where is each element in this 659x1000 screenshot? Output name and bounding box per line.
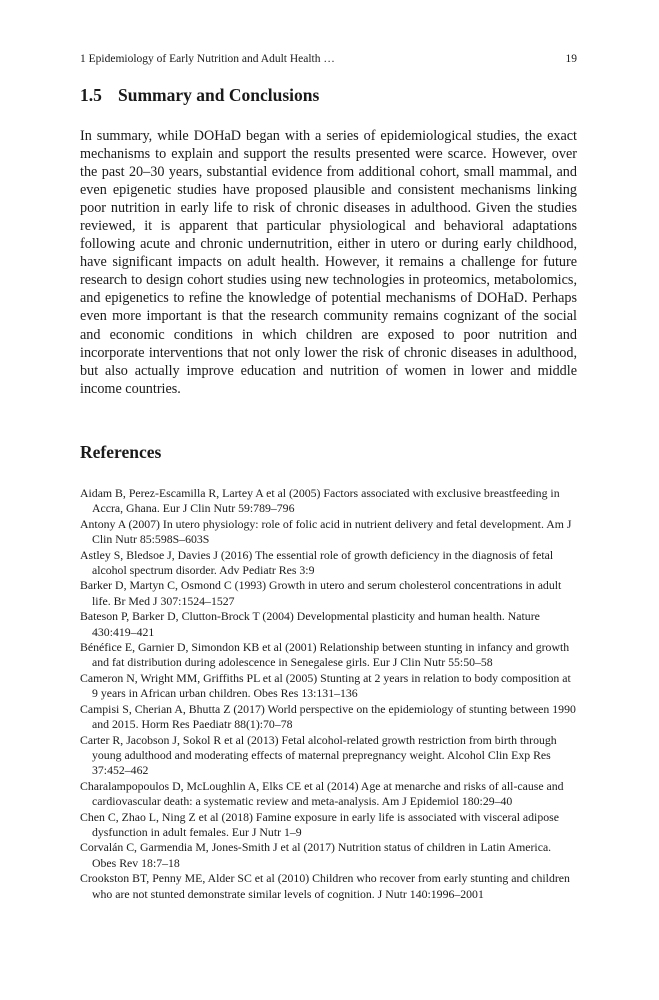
reference-item: Cameron N, Wright MM, Griffiths PL et al (2005) Stunting at 2 years in relation to body composition at 9 years in African urban children. Obes Res 13:131–136 bbox=[80, 670, 571, 701]
section-title: Summary and Conclusions bbox=[118, 85, 320, 105]
page-number: 19 bbox=[565, 53, 577, 65]
reference-item: Crookston BT, Penny ME, Alder SC et al (2010) Children who recover from early stunting and children who are not stunted demonstrate similar levels of cognition. J Nutr 140:1996–2001 bbox=[80, 871, 570, 901]
reference-item: Bateson P, Barker D, Clutton-Brock T (2004) Developmental plasticity and human health. Nature 430:419–421 bbox=[80, 609, 540, 639]
reference-list bbox=[80, 486, 577, 902]
reference-item: Aidam B, Perez-Escamilla R, Lartey A et al (2005) Factors associated with exclusive breastfeeding in Accra, Ghana. Eur J Clin Nutr 59:789–796 bbox=[80, 486, 560, 516]
summary-paragraph: In summary, while DOHaD began with a series of epidemiological studies, the exact mechanisms to explain and support the results presented were scarce. However, over the past 20–30 years, substantial evidence from additional cohort, small mammal, and even epigenetic studies have proposed plausible and consistent mechanisms linking poor nutrition in early life to risk of chronic diseases in adulthood. Given the studies reviewed, it is apparent that particular physiological and behavioral adaptations following acute and chronic undernutrition, either in utero or during early childhood, have significant impacts on adult health. However, it remains a challenge for future research to design cohort studies using new technologies in proteomics, metabolomics, and epigenetics to refine the knowledge of potential mechanisms of DOHaD. Perhaps even more important is that the research community remains cognizant of the social and economic conditions in which children are exposed to poor nutrition and incorporate interventions that not only lower the risk of chronic diseases in adulthood, but also actually improve education and nutrition of women in lower and middle income countries. bbox=[80, 128, 577, 397]
reference-item: Chen C, Zhao L, Ning Z et al (2018) Famine exposure in early life is associated with visceral adipose dysfunction in adult females. Eur J Nutr 1–9 bbox=[80, 809, 559, 839]
reference-item: Corvalán C, Garmendia M, Jones-Smith J et al (2017) Nutrition status of children in Latin America. Obes Rev 18:7–18 bbox=[80, 840, 552, 870]
reference-item: Campisi S, Cherian A, Bhutta Z (2017) World perspective on the epidemiology of stunting between 1990 and 2015. Horm Res Paediatr 88(1):70–78 bbox=[80, 701, 576, 732]
section-heading bbox=[80, 84, 319, 106]
section-number: 1.5 bbox=[80, 85, 102, 105]
reference-item: Carter R, Jacobson J, Sokol R et al (2013) Fetal alcohol-related growth restriction from birth through young adulthood and moderating effects of maternal prepregnancy weight. Alcohol Clin Exp Res 37:452–462 bbox=[80, 732, 557, 778]
reference-item: Antony A (2007) In utero physiology: role of folic acid in nutrient delivery and fetal development. Am J Clin Nutr 85:598S–603S bbox=[80, 516, 572, 547]
chapter-title: 1 Epidemiology of Early Nutrition and Adult Health … bbox=[80, 53, 335, 65]
references-heading: References bbox=[80, 442, 162, 462]
reference-item: Astley S, Bledsoe J, Davies J (2016) The essential role of growth deficiency in the diagnosis of fetal alcohol spectrum disorder. Adv Pediatr Res 3:9 bbox=[80, 547, 554, 578]
reference-item: Barker D, Martyn C, Osmond C (1993) Growth in utero and serum cholesterol concentrations in adult life. Br Med J 307:1524–1527 bbox=[80, 578, 562, 608]
reference-item: Bénéfice E, Garnier D, Simondon KB et al (2001) Relationship between stunting in infancy and growth and fat distribution during adolescence in Senegalese girls. Eur J Clin Nutr 55:50–58 bbox=[80, 640, 570, 670]
reference-item: Charalampopoulos D, McLoughlin A, Elks CE et al (2014) Age at menarche and risks of all-cause and cardiovascular death: a systematic review and meta-analysis. Am J Epidemiol 180:29–40 bbox=[80, 778, 564, 809]
